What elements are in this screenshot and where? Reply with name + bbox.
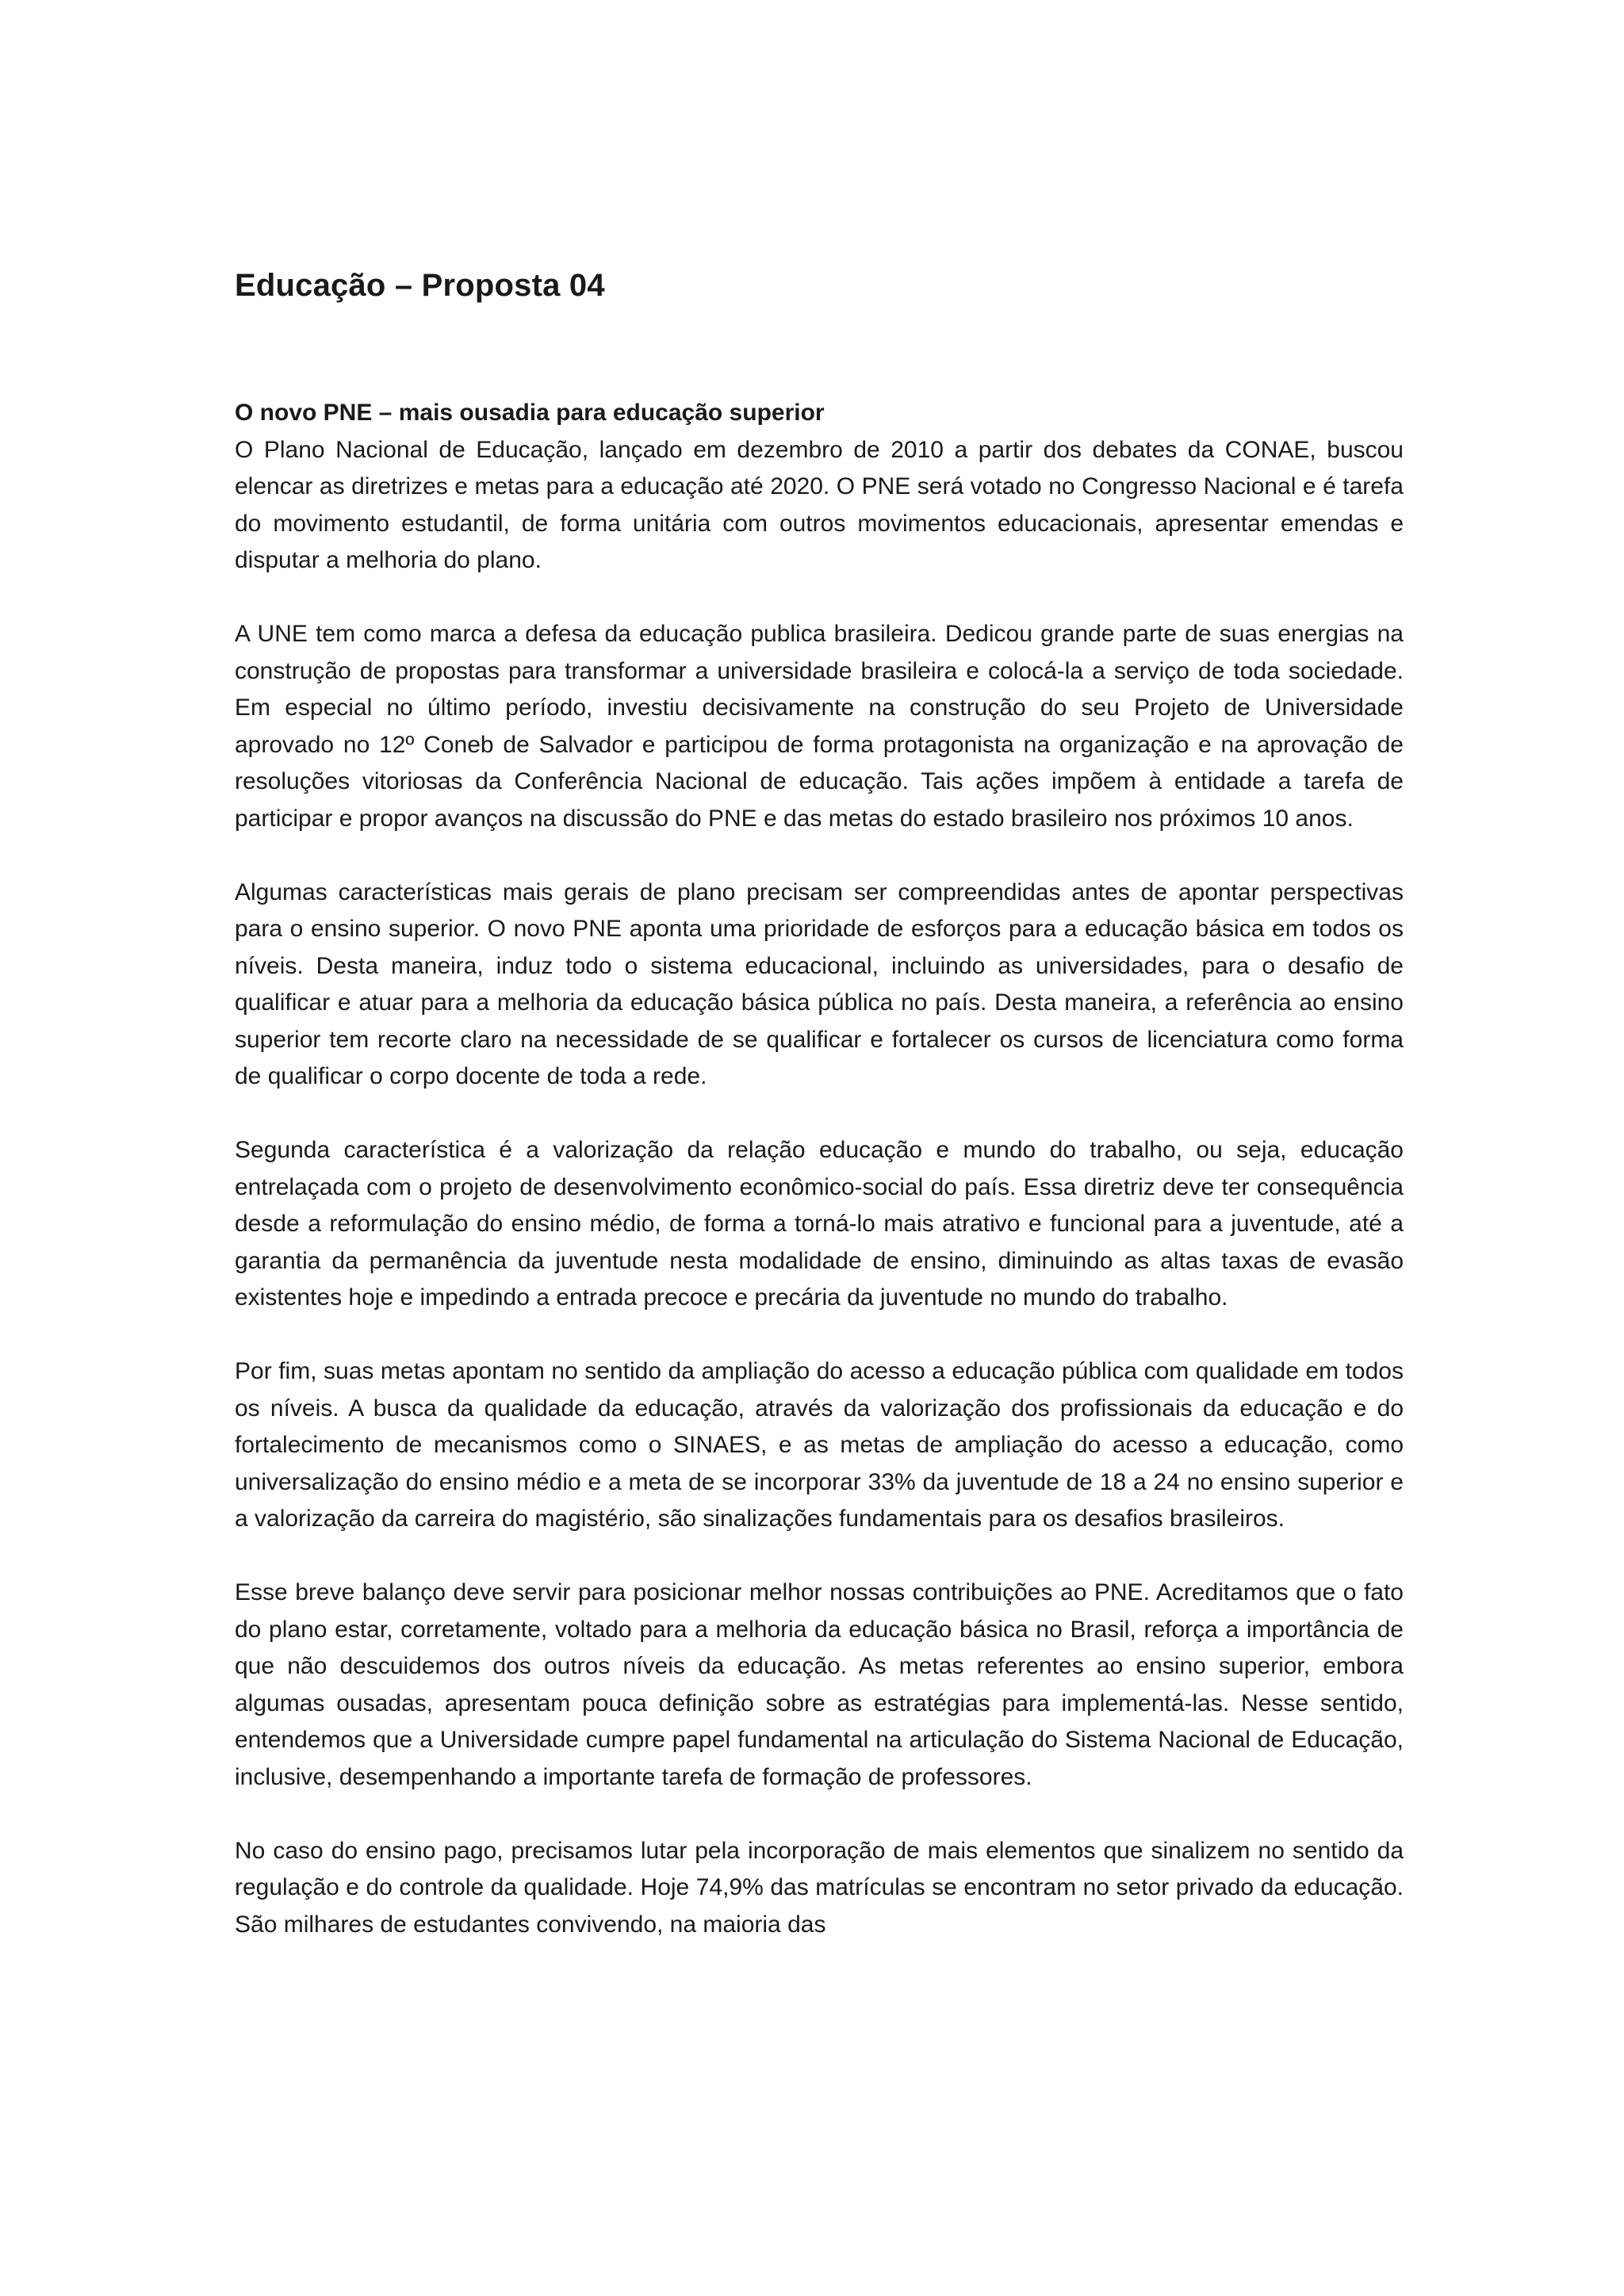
document-page (235, 262, 1404, 1943)
section-heading: O novo PNE – mais ousadia para educação superior (235, 400, 825, 426)
paragraph-6: Esse breve balanço deve servir para posicionar melhor nossas contribuições ao PNE. Acreditamos que o fato do plano estar, corretamente, voltado para a melhoria da educação básica no Brasil, reforça a importância de que não descuidemos dos outros níveis da educação. As metas referentes ao ensino superior, embora algumas ousadas, apresentam pouca definição sobre as estratégias para implementá-las. Nesse sentido, entendemos que a Universidade cumpre papel fundamental na articulação do Sistema Nacional de Educação, inclusive, desempenhando a importante tarefa de formação de professores. (235, 1579, 1404, 1790)
paragraph-5: Por fim, suas metas apontam no sentido da ampliação do acesso a educação pública com qualidade em todos os níveis. A busca da qualidade da educação, através da valorização dos profissionais da educação e do fortalecimento de mecanismos como o SINAES, e as metas de ampliação do acesso a educação, como universalização do ensino médio e a meta de se incorporar 33% da juventude de 18 a 24 no ensino superior e a valorização da carreira do magistério, são sinalizações fundamentais para os desafios brasileiros. (235, 1358, 1404, 1532)
paragraph-1: O Plano Nacional de Educação, lançado em dezembro de 2010 a partir dos debates da CONAE, buscou elencar as diretrizes e metas para a educação até 2020. O PNE será votado no Congresso Nacional e é tarefa do movimento estudantil, de forma unitária com outros movimentos educacionais, apresentar emendas e disputar a melhoria do plano. (235, 436, 1404, 573)
document-title: Educação – Proposta 04 (235, 268, 605, 303)
paragraph-2: A UNE tem como marca a defesa da educação publica brasileira. Dedicou grande parte de suas energias na construção de propostas para transformar a universidade brasileira e colocá-la a serviço de toda sociedade. Em especial no último período, investiu decisivamente na construção do seu Projeto de Universidade aprovado no 12º Coneb de Salvador e participou de forma protagonista na organização e na aprovação de resoluções vitoriosas da Conferência Nacional de educação. Tais ações impõem à entidade a tarefa de participar e propor avanços na discussão do PNE e das metas do estado brasileiro nos próximos 10 anos. (235, 621, 1404, 832)
paragraph-4: Segunda característica é a valorização da relação educação e mundo do trabalho, ou seja, educação entrelaçada com o projeto de desenvolvimento econômico-social do país. Essa diretriz deve ter consequência desde a reformulação do ensino médio, de forma a torná-lo mais atrativo e funcional para a juventude, até a garantia da permanência da juventude nesta modalidade de ensino, diminuindo as altas taxas de evasão existentes hoje e impedindo a entrada precoce e precária da juventude no mundo do trabalho. (235, 1137, 1404, 1311)
paragraph-3: Algumas características mais gerais de plano precisam ser compreendidas antes de apontar perspectivas para o ensino superior. O novo PNE aponta uma prioridade de esforços para a educação básica em todos os níveis. Desta maneira, induz todo o sistema educacional, incluindo as universidades, para o desafio de qualificar e atuar para a melhoria da educação básica pública no país. Desta maneira, a referência ao ensino superior tem recorte claro na necessidade de se qualificar e fortalecer os cursos de licenciatura como forma de qualificar o corpo docente de toda a rede. (235, 878, 1404, 1089)
paragraph-7: No caso do ensino pago, precisamos lutar pela incorporação de mais elementos que sinalizem no sentido da regulação e do controle da qualidade. Hoje 74,9% das matrículas se encontram no setor privado da educação. São milhares de estudantes convivendo, na maioria das (235, 1837, 1404, 1938)
